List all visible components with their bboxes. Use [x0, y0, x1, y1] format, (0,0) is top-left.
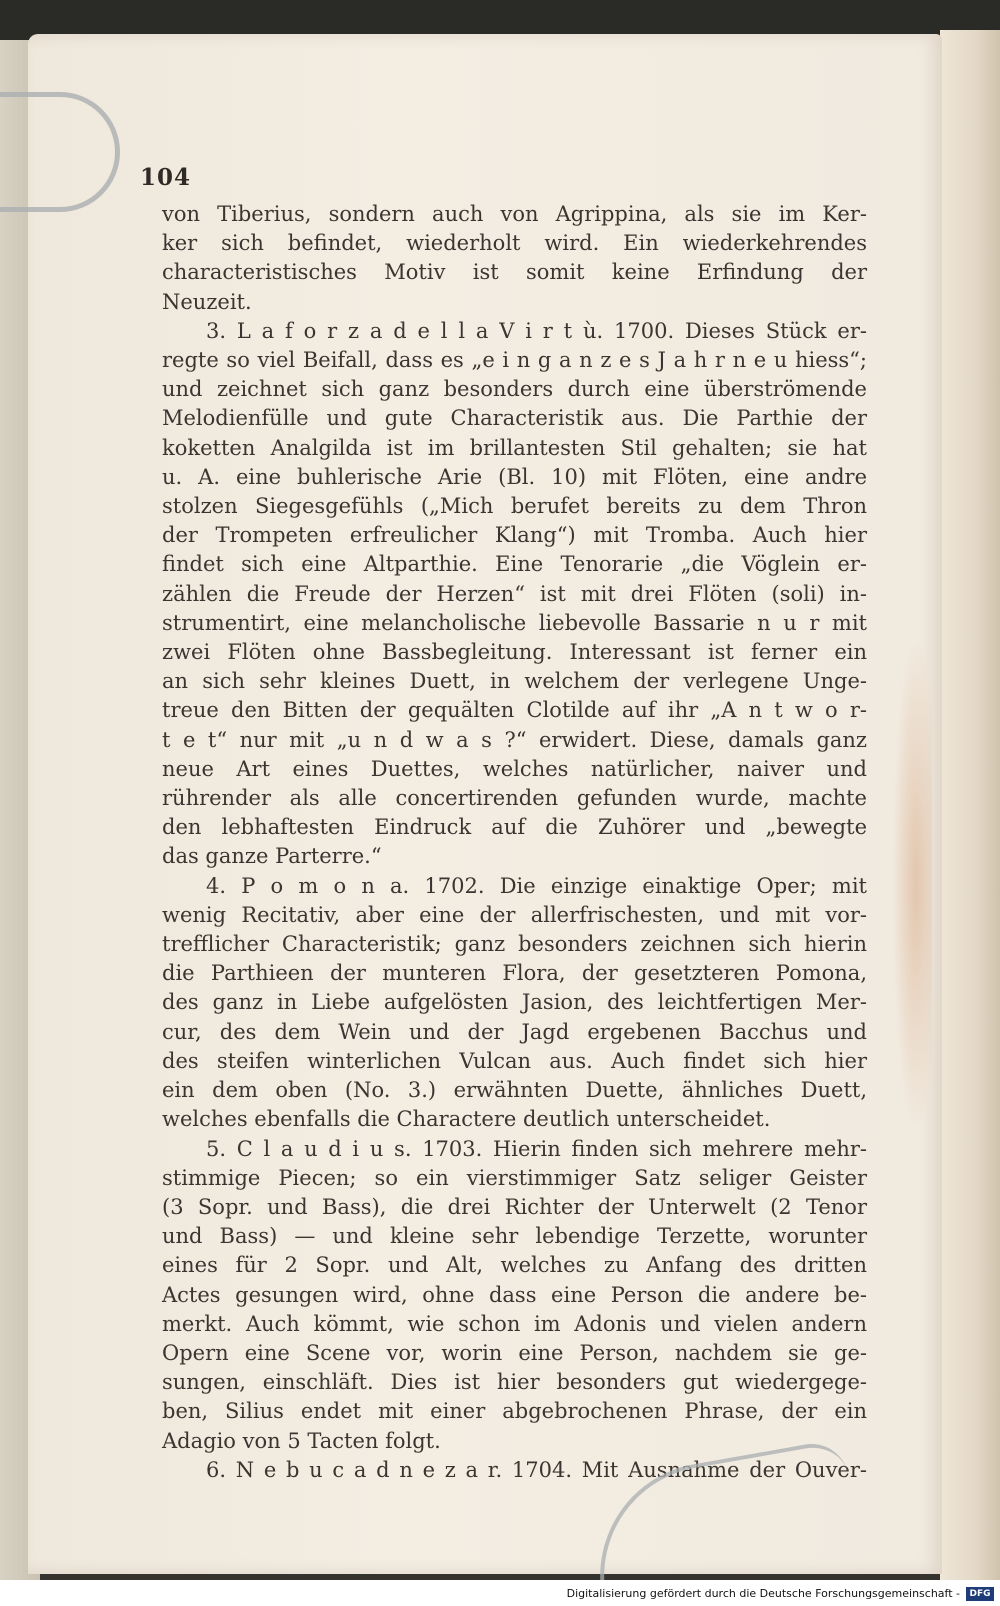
text-line: eines für 2 Sopr. und Alt, welches zu Anfang des dritten: [162, 1253, 867, 1278]
text-line: die Parthieen der munteren Flora, der gesetzteren Pomona,: [162, 961, 867, 986]
text-line: stimmige Piecen; so ein vierstimmiger Satz seliger Geister: [162, 1165, 867, 1190]
dfg-logo: DFG: [966, 1587, 994, 1601]
text-line: ker sich befindet, wiederholt wird. Ein wiederkehrendes: [162, 231, 867, 256]
text-line: (3 Sopr. und Bass), die drei Richter der Unterwelt (2 Tenor: [162, 1194, 867, 1219]
text-line: 5. C l a u d i u s. 1703. Hierin finden sich mehrere mehr-: [206, 1136, 867, 1161]
text-line: Neuzeit.: [162, 289, 252, 314]
text-line: cur, des dem Wein und der Jagd ergebenen Bacchus und: [162, 1019, 867, 1044]
text-line: treue den Bitten der gequälten Clotilde auf ihr „A n t w o r-: [162, 698, 867, 723]
text-line: strumentirt, eine melancholische liebevolle Bassarie n u r mit: [162, 610, 867, 635]
body-text: [162, 200, 867, 1485]
text-line: 3. L a f o r z a d e l l a V i r t ù. 1700. Dieses Stück er-: [206, 318, 867, 343]
text-line: regte so viel Beifall, dass es „e i n g a n z e s J a h r n e u hiess“;: [162, 348, 867, 373]
text-line: findet sich eine Altparthie. Eine Tenorarie „die Vöglein er-: [162, 552, 867, 577]
text-line: der Trompeten erfreulicher Klang“) mit Tromba. Auch hier: [162, 523, 867, 548]
text-line: ben, Silius endet mit einer abgebrochenen Phrase, der ein: [162, 1399, 867, 1424]
text-line: trefflicher Characteristik; ganz besonders zeichnen sich hierin: [162, 932, 867, 957]
text-line: wenig Recitativ, aber eine der allerfrischesten, und mit vor-: [162, 902, 867, 927]
text-line: Adagio von 5 Tacten folgt.: [162, 1428, 441, 1453]
text-line: den lebhaftesten Eindruck auf die Zuhörer und „bewegte: [162, 815, 867, 840]
text-line: und zeichnet sich ganz besonders durch eine überströmende: [162, 377, 867, 402]
text-line: von Tiberius, sondern auch von Agrippina, als sie im Ker-: [162, 202, 867, 226]
footer-bar: [0, 1580, 1000, 1606]
text-line: stolzen Siegesgefühls („Mich berufet bereits zu dem Thron: [162, 494, 867, 519]
digitization-credit: Digitalisierung gefördert durch die Deutsche Forschungsgemeinschaft -: [566, 1587, 960, 1600]
text-line: Melodienfülle und gute Characteristik aus. Die Parthie der: [162, 406, 867, 431]
text-line: neue Art eines Duettes, welches natürlicher, naiver und: [162, 756, 867, 781]
text-line: 6. N e b u c a d n e z a r. 1704. Mit Ausnahme der Ouver-: [206, 1457, 867, 1482]
text-line: welches ebenfalls die Charactere deutlich unterscheidet.: [162, 1107, 771, 1132]
text-line: und Bass) — und kleine sehr lebendige Terzette, worunter: [162, 1224, 867, 1249]
text-line: an sich sehr kleines Duett, in welchem der verlegene Unge-: [162, 669, 867, 694]
text-line: des steifen winterlichen Vulcan aus. Auch findet sich hier: [162, 1048, 867, 1073]
text-line: ein dem oben (No. 3.) erwähnten Duette, ähnliches Duett,: [162, 1078, 867, 1103]
paper-stain: [892, 634, 932, 1134]
text-line: characteristisches Motiv ist somit keine Erfindung der: [162, 260, 867, 285]
text-line: das ganze Parterre.“: [162, 844, 382, 869]
text-line: Opern eine Scene vor, worin eine Person, nachdem sie ge-: [162, 1340, 867, 1365]
paper-clip-icon: [0, 92, 120, 212]
page-stack-edge: [940, 30, 1000, 1580]
text-line: merkt. Auch kömmt, wie schon im Adonis und vielen andern: [162, 1311, 867, 1336]
text-line: t e t“ nur mit „u n d w a s ?“ erwidert. Diese, damals ganz: [162, 727, 867, 752]
text-line: des ganz in Liebe aufgelösten Jasion, des leichtfertigen Mer-: [162, 990, 867, 1015]
text-line: zwei Flöten ohne Bassbegleitung. Interessant ist ferner ein: [162, 640, 867, 665]
text-line: u. A. eine buhlerische Arie (Bl. 10) mit Flöten, eine andre: [162, 464, 867, 489]
text-line: Actes gesungen wird, ohne dass eine Person die andere be-: [162, 1282, 867, 1307]
text-line: rührender als alle concertirenden gefunden wurde, machte: [162, 786, 867, 811]
text-line: koketten Analgilda ist im brillantesten Stil gehalten; sie hat: [162, 435, 867, 460]
text-line: zählen die Freude der Herzen“ ist mit drei Flöten (soli) in-: [162, 581, 867, 606]
text-line: sungen, einschläft. Dies ist hier besonders gut wiedergege-: [162, 1370, 867, 1395]
text-line: 4. P o m o n a. 1702. Die einzige einaktige Oper; mit: [206, 873, 867, 898]
page-number: 104: [140, 164, 192, 191]
